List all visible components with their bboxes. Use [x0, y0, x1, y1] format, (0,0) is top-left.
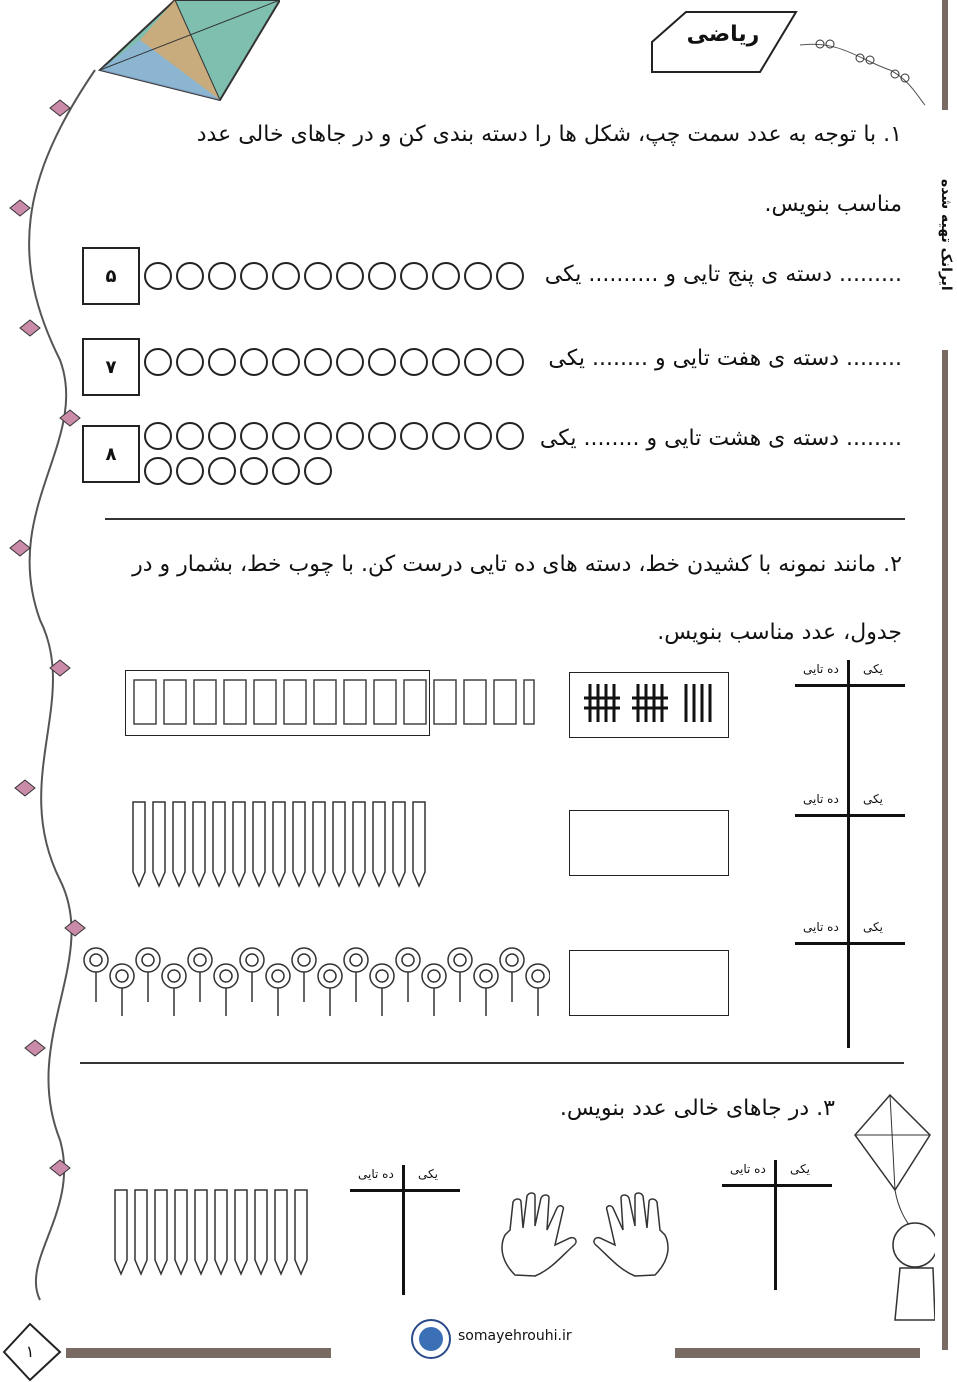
divider — [80, 1062, 904, 1064]
q3-hands — [495, 1190, 675, 1280]
circle — [176, 262, 204, 290]
circle — [208, 262, 236, 290]
circle — [176, 422, 204, 450]
circle — [400, 422, 428, 450]
circle — [336, 348, 364, 376]
circle — [336, 422, 364, 450]
footer-bar-left — [66, 1348, 331, 1358]
pv-tens-label: ده تایی — [803, 662, 839, 676]
bow-decoration — [800, 30, 930, 110]
kite-girl-decoration — [845, 1090, 935, 1330]
q2-instruction-line1: ۲. مانند نمونه با کشیدن خط، دسته های ده تایی درست کن. با چوب خط، بشمار و در — [132, 552, 902, 577]
q3-instruction: ۳. در جاهای خالی عدد بنویس. — [559, 1096, 835, 1121]
pv-ones-label: یکی — [863, 792, 883, 806]
page-title: ریاضی — [686, 22, 760, 47]
q1-row3-circles-a — [144, 422, 524, 450]
circle — [336, 262, 364, 290]
circle — [464, 262, 492, 290]
q3-pencils — [112, 1186, 317, 1278]
q1-row2-circles — [144, 348, 524, 376]
circle — [464, 348, 492, 376]
circle — [368, 262, 396, 290]
circle — [368, 348, 396, 376]
side-band — [934, 0, 957, 1382]
circle — [208, 348, 236, 376]
pv-tens-label: ده تایی — [358, 1167, 394, 1181]
circle — [432, 262, 460, 290]
q1-row1-text: ......... دسته ی پنج تایی و .......... یکی — [544, 262, 902, 287]
q2-row1-place-value-table — [795, 660, 905, 790]
circle — [144, 262, 172, 290]
q2-row2-tally-box[interactable] — [569, 810, 729, 876]
circle — [144, 348, 172, 376]
circle — [272, 262, 300, 290]
q1-row2-text: ........ دسته ی هفت تایی و ........ یکی — [548, 346, 902, 371]
circle — [368, 422, 396, 450]
q1-instruction-line1: ۱. با توجه به عدد سمت چپ، شکل ها را دسته بندی کن و در جاهای خالی عدد — [196, 122, 902, 147]
pv-ones-label: یکی — [863, 662, 883, 676]
circle — [272, 348, 300, 376]
pv-ones-label: یکی — [863, 920, 883, 934]
circle — [496, 422, 524, 450]
q1-row1-number-box: ۵ — [82, 247, 140, 305]
q1-row2-number-box: ۷ — [82, 338, 140, 396]
q2-row2-pencils — [130, 798, 440, 890]
circle — [432, 348, 460, 376]
q3-left-place-value-table — [350, 1165, 460, 1295]
circle — [272, 457, 300, 485]
circle — [304, 457, 332, 485]
circle — [304, 422, 332, 450]
q1-row1-circles — [144, 262, 524, 290]
pv-tens-label: ده تایی — [730, 1162, 766, 1176]
side-vertical-text: ایرانک تهیه شده — [938, 179, 954, 291]
circle — [176, 348, 204, 376]
circle — [176, 457, 204, 485]
footer-bar-right — [675, 1348, 920, 1358]
site-url[interactable]: somayehrouhi.ir — [458, 1328, 572, 1344]
circle — [400, 348, 428, 376]
circle — [240, 422, 268, 450]
circle — [208, 457, 236, 485]
circle — [208, 422, 236, 450]
q1-row3-text: ........ دسته ی هشت تایی و ........ یکی — [539, 426, 902, 451]
page-number: ۱ — [25, 1342, 35, 1361]
logo-icon — [410, 1318, 452, 1360]
pv-tens-label: ده تایی — [803, 920, 839, 934]
q2-instruction-line2: جدول، عدد مناسب بنویس. — [657, 620, 902, 645]
pv-ones-label: یکی — [790, 1162, 810, 1176]
q1-row3-number-box: ۸ — [82, 425, 140, 483]
circle — [144, 422, 172, 450]
circle — [432, 422, 460, 450]
circle — [304, 348, 332, 376]
circle — [400, 262, 428, 290]
circle — [464, 422, 492, 450]
circle — [240, 348, 268, 376]
q2-row3-tally-box[interactable] — [569, 950, 729, 1016]
q2-row3-place-value-table — [795, 918, 905, 1048]
circle — [240, 262, 268, 290]
kite-decoration — [80, 0, 280, 110]
q2-row1-cubes — [132, 676, 537, 728]
q2-row2-place-value-table — [795, 790, 905, 920]
q3-right-place-value-table — [722, 1160, 832, 1290]
pv-tens-label: ده تایی — [803, 792, 839, 806]
q1-row3-circles-b — [144, 457, 332, 485]
q1-instruction-line2: مناسب بنویس. — [764, 192, 902, 217]
circle — [240, 457, 268, 485]
circle — [496, 262, 524, 290]
circle — [496, 348, 524, 376]
q2-row3-lollipops — [80, 942, 550, 1020]
pv-ones-label: یکی — [418, 1167, 438, 1181]
circle — [144, 457, 172, 485]
circle — [304, 262, 332, 290]
circle — [272, 422, 300, 450]
q2-tally-marks — [582, 680, 717, 728]
divider — [105, 518, 905, 520]
